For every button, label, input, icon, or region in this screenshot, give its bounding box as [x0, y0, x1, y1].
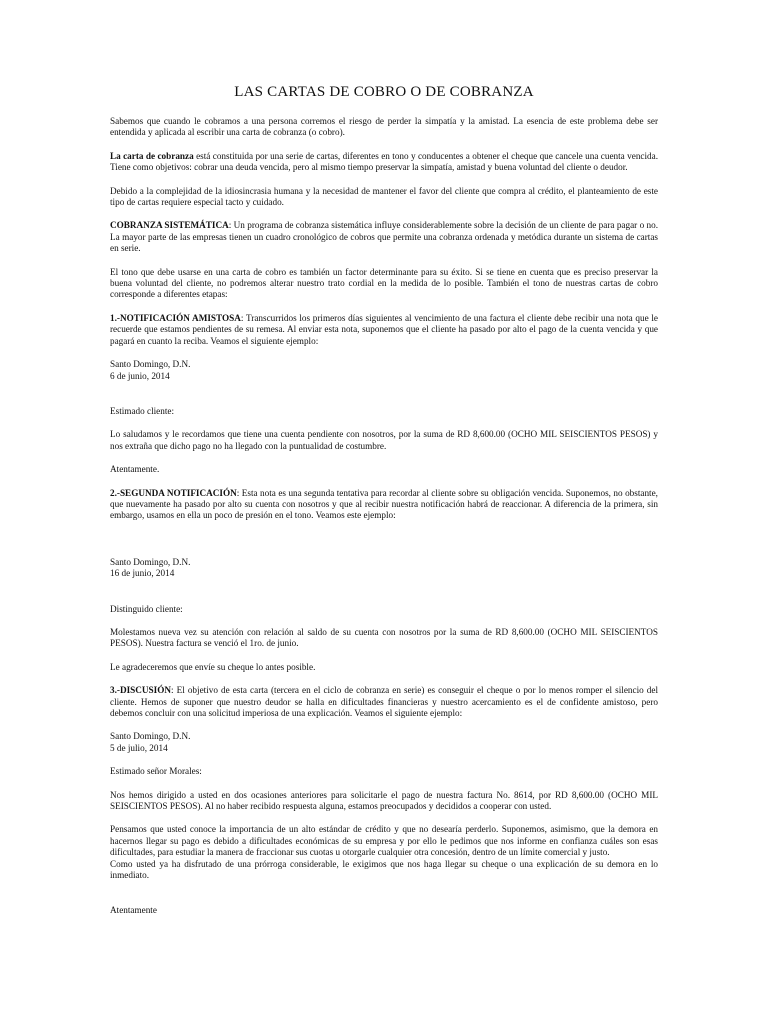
complexity-paragraph: Debido a la complejidad de la idiosincrasia humana y la necesidad de mantener el favor del cliente que compra al crédito, el planteamiento de este tipo de cartas requiere especial tacto y cuidado.: [110, 185, 658, 208]
stage1-term: 1.-NOTIFICACIÓN AMISTOSA: [110, 312, 241, 323]
letter1-date: 6 de junio, 2014: [110, 370, 170, 381]
stage2-term: 2.-SEGUNDA NOTIFICACIÓN: [110, 487, 237, 498]
letter2-place: Santo Domingo, D.N.: [110, 556, 191, 567]
system-text: : Un programa de cobranza sistemática influye considerablemente sobre la decisión de un cliente de para pagar o no. La mayor parte de las empresas tienen un cuadro cronológico de cobros que permite una cobranza ordenada y metódica durante un sistema de cartas en serie.: [110, 220, 658, 254]
letter2-closing: Le agradeceremos que envíe su cheque lo antes posible.: [110, 661, 316, 672]
letter1-body: Lo saludamos y le recordamos que tiene una cuenta pendiente con nosotros, por la suma de RD 8,600.00 (OCHO MIL SEISCIENTOS PESOS) y nos extraña que dicho pago no ha llegado con la puntualidad de costumbre.: [110, 429, 658, 451]
letter3-place: Santo Domingo, D.N.: [110, 731, 191, 742]
definition-term: La carta de cobranza: [110, 150, 194, 161]
stage3-term: 3.-DISCUSIÓN: [110, 685, 172, 696]
letter1-place: Santo Domingo, D.N.: [110, 359, 191, 370]
letter1-closing: Atentamente.: [110, 464, 160, 475]
tone-paragraph: El tono que debe usarse en una carta de cobro es también un factor determinante para su éxito. Si se tiene en cuenta que es preciso preservar la buena voluntad del cliente, no podremos alterar nuestro trato cordial en la medida de lo posible. También el tono de nuestras cartas de cobro corresponde a diferentes etapas:: [110, 266, 658, 300]
letter3-body-3: Como usted ya ha disfrutado de una prórroga considerable, le exigimos que nos haga llegar su cheque o una explicación de su demora en lo inmediato.: [110, 858, 658, 881]
letter3-body-1: Nos hemos dirigido a usted en dos ocasiones anteriores para solicitarle el pago de nuestra factura No. 8614, por RD 8,600.00 (OCHO MIL SEISCIENTOS PESOS). Al no haber recibido respuesta alguna, estamos preocupados y decididos a cooperar con usted.: [110, 789, 658, 812]
document-body: [110, 84, 658, 917]
stage3-paragraph: [110, 685, 658, 719]
letter2-date: 16 de junio, 2014: [110, 568, 175, 579]
letter3-salutation: Estimado señor Morales:: [110, 766, 202, 777]
system-paragraph: [110, 220, 658, 254]
stage1-paragraph: [110, 313, 658, 347]
stage2-paragraph: [110, 488, 658, 522]
stage1-text: : Transcurridos los primeros días siguientes al vencimiento de una factura el cliente debe recibir una nota que le recuerde que estamos pendientes de su remesa. Al enviar esta nota, suponemos que el cliente ha pasado por alto el pago de la cuenta vencida y que pagará en cuanto la reciba. Veamos el siguiente ejemplo:: [110, 312, 658, 346]
letter3-closing: Atentamente: [110, 905, 157, 916]
intro-paragraph: Sabemos que cuando le cobramos a una persona corremos el riesgo de perder la simpatía y la amistad. La esencia de este problema debe ser entendida y aplicada al escribir una carta de cobranza (o cobro).: [110, 116, 658, 138]
definition-paragraph: [110, 151, 658, 174]
letter2-body: Molestamos nueva vez su atención con relación al saldo de su cuenta con nosotros por la suma de RD 8,600.00 (OCHO MIL SEISCIENTOS PESOS). Nuestra factura se venció el 1ro. de junio.: [110, 626, 658, 649]
letter2-salutation: Distinguido cliente:: [110, 603, 183, 614]
stage3-text: : El objetivo de esta carta (tercera en el ciclo de cobranza en serie) es conseguir el cheque o por lo menos romper el silencio del cliente. Hemos de suponer que nuestro deudor se halla en dificultades financieras y nuestro acercamiento es el de confidente amistoso, pero debemos concluir con una solicitud imperiosa de una explicación. Veamos el siguiente ejemplo:: [110, 685, 658, 718]
document-title: LAS CARTAS DE COBRO O DE COBRANZA: [234, 84, 534, 100]
definition-text: está constituida por una serie de cartas, diferentes en tono y conducentes a obtener el cheque que cancele una cuenta vencida. Tiene como objetivos: cobrar una deuda vencida, pero al mismo tiempo preservar la simpatía, amistad y buena voluntad del cliente o deudor.: [110, 150, 659, 173]
stage2-text: : Esta nota es una segunda tentativa para recordar al cliente sobre su obligación vencida. Suponemos, no obstante, que nuevamente ha pasado por alto su cuenta con nosotros y que al recibir nuestra notificación habrá de reaccionar. A diferencia de la primera, sin embargo, usamos en ella un poco de presión en el tono. Veamos este ejemplo:: [110, 487, 658, 521]
letter3-body-2: Pensamos que usted conoce la importancia de un alto estándar de crédito y que no desearía perderlo. Suponemos, asimismo, que la demora en hacernos llegar su pago es debido a dificultades económicas de su empresa y por ello le pedimos que nos informe en confianza cuáles son esas dificultades, para estudiar la manera de fraccionar sus cuotas u otorgarle cualquier otra concesión, dentro de un límite comercial y justo.: [110, 824, 658, 858]
letter1-salutation: Estimado cliente:: [110, 405, 175, 416]
system-term: COBRANZA SISTEMÁTICA: [110, 220, 229, 231]
letter3-date: 5 de julio, 2014: [110, 742, 168, 753]
